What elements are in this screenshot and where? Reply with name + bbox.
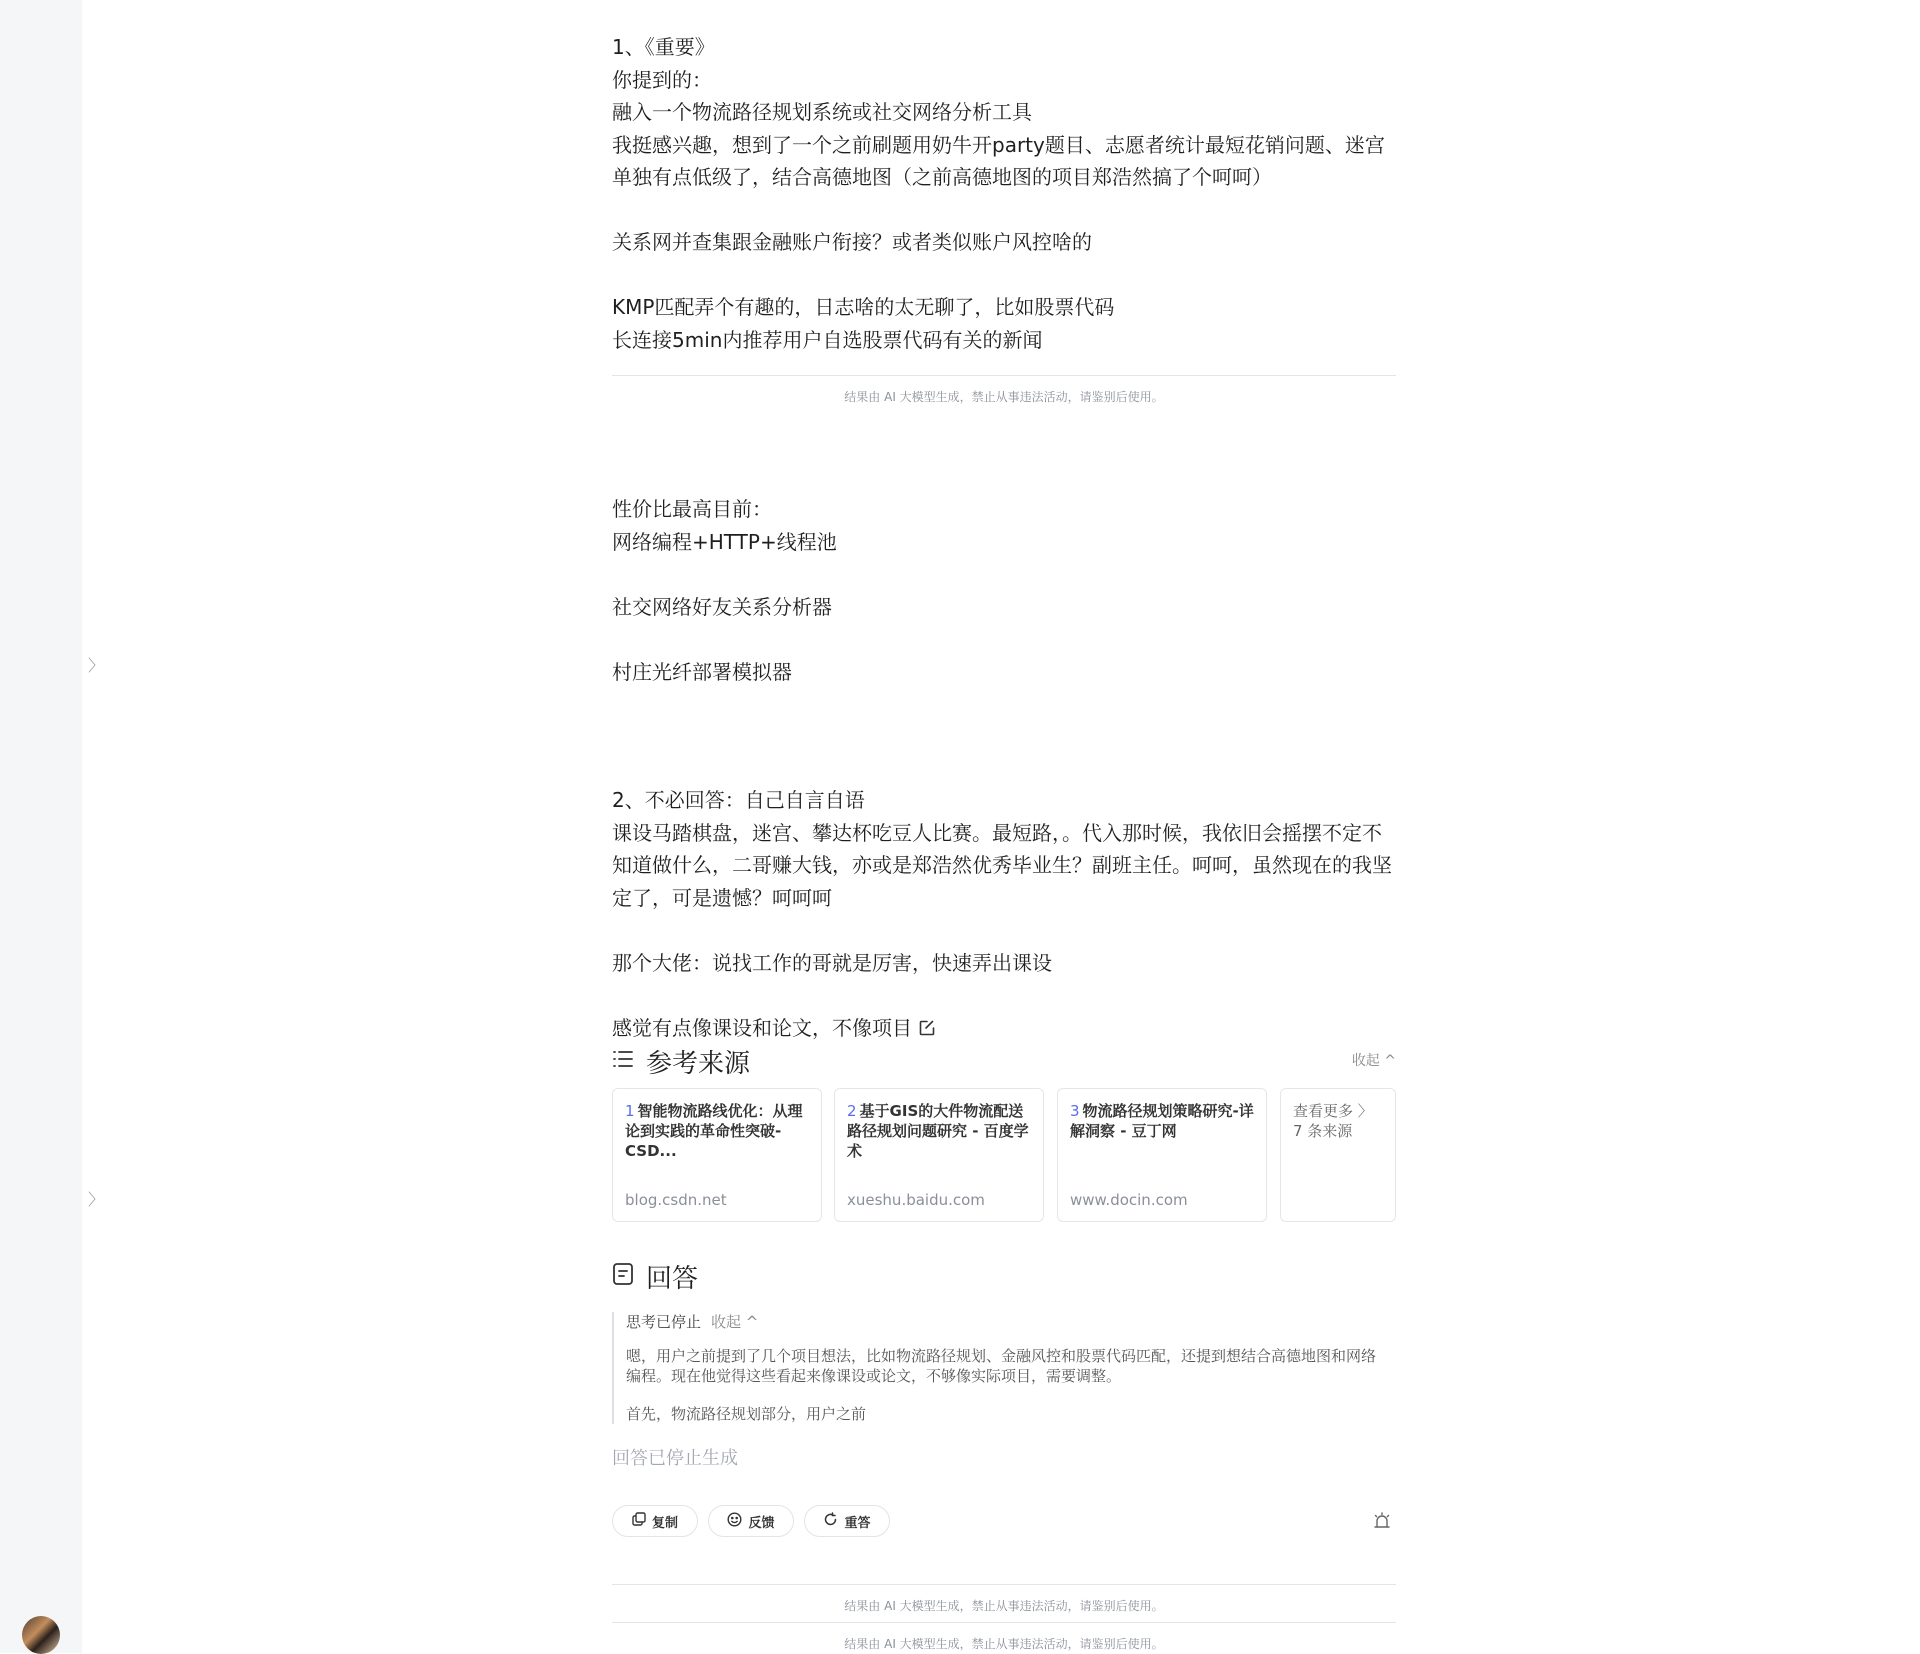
list-icon (612, 1048, 634, 1074)
feedback-button[interactable] (708, 1505, 794, 1537)
references-header (612, 1043, 750, 1079)
answer-header (612, 1258, 698, 1294)
source-card[interactable] (612, 1088, 822, 1222)
user-message-3 (612, 784, 1396, 1044)
expand-chevron-icon[interactable]: 〉 (88, 1190, 105, 1209)
more-sources-count: 7 条来源 (1293, 1122, 1353, 1140)
references-collapse-button[interactable]: 收起 ^ (1351, 1053, 1396, 1069)
expand-chevron-icon[interactable]: 〉 (88, 656, 105, 675)
source-cards (612, 1088, 1396, 1224)
ai-disclaimer: 结果由 AI 大模型生成，禁止从事违法活动，请鉴别后使用。 (844, 1637, 1164, 1651)
refresh-icon (823, 1512, 844, 1531)
source-card-domain: xueshu.baidu.com (847, 1191, 985, 1209)
alarm-icon[interactable] (1372, 1511, 1392, 1531)
source-card-number: 2 (847, 1102, 857, 1120)
source-card-domain: www.docin.com (1070, 1191, 1188, 1209)
source-card-domain: blog.csdn.net (625, 1191, 727, 1209)
thinking-content (626, 1346, 1386, 1424)
divider (612, 1622, 1396, 1623)
more-sources-button[interactable] (1280, 1088, 1396, 1222)
thinking-panel (612, 1312, 1396, 1424)
sidebar (0, 0, 82, 1653)
source-card-title-text: 物流路径规划策略研究-详解洞察 - 豆丁网 (1070, 1102, 1254, 1140)
source-card-title-text: 基于GIS的大件物流配送路径规划问题研究 - 百度学术 (847, 1102, 1029, 1160)
source-card-number: 3 (1070, 1102, 1080, 1120)
smile-icon (727, 1512, 748, 1531)
source-card-title (625, 1101, 809, 1160)
source-card-title (1070, 1101, 1254, 1143)
source-card-title-text: 智能物流路线优化：从理论到实践的革命性突破-CSD... (625, 1102, 803, 1160)
copy-label: 复制 (651, 1515, 678, 1531)
answer-title: 回答 (646, 1263, 699, 1294)
more-sources-label: 查看更多 〉 (1293, 1102, 1373, 1120)
avatar[interactable] (22, 1616, 60, 1654)
ai-disclaimer: 结果由 AI 大模型生成，禁止从事违法活动，请鉴别后使用。 (844, 390, 1164, 404)
answer-actions (612, 1505, 1396, 1539)
source-card[interactable] (1057, 1088, 1267, 1222)
source-card[interactable] (834, 1088, 1044, 1222)
references-title: 参考来源 (646, 1048, 751, 1079)
source-card-title (847, 1101, 1031, 1160)
user-message-3-text: 2、不必回答：自己自言自语 课设马踏棋盘，迷宫、攀达杯吃豆人比赛。最短路，。代入那时候，我依旧会摇摆不定不知道做什么，二哥赚大钱，亦或是郑浩然优秀毕业生？副班主任。呵呵，虽然现在的我坚定了，可是遗憾？呵呵呵 那个大佬：说找工作的哥就是厉害，快速弄出课设 感觉有点像课设和论文，不像项目 (612, 788, 1392, 1040)
user-message-2: 性价比最高目前： 网络编程+HTTP+线程池 社交网络好友关系分析器 村庄光纤部署模拟器 (612, 497, 837, 684)
copy-button[interactable] (612, 1505, 698, 1537)
thinking-paragraph: 首先，物流路径规划部分，用户之前 (626, 1405, 867, 1423)
source-card-number: 1 (625, 1102, 635, 1120)
ai-disclaimer: 结果由 AI 大模型生成，禁止从事违法活动，请鉴别后使用。 (844, 1599, 1164, 1613)
regenerate-button[interactable] (804, 1505, 890, 1537)
copy-icon (632, 1512, 652, 1530)
user-message-1: 1、《重要》 你提到的： 融入一个物流路径规划系统或社交网络分析工具 我挺感兴趣，想到了一个之前刷题用奶牛开party题目、志愿者统计最短花销问题、迷宫单独有点低级了，结合高德地图（之前高德地图的项目郑浩然搞了个呵呵） 关系网并查集跟金融账户衔接？或者类似账户风控啥的 KMP匹配弄个有趣的，日志啥的太无聊了，比如股票代码 长连接5min内推荐用户自选股票代码有关的新闻 (612, 35, 1385, 352)
answer-stopped-status: 回答已停止生成 (612, 1448, 738, 1469)
thinking-collapse-button[interactable]: 收起 ^ (711, 1313, 759, 1331)
feedback-label: 反馈 (748, 1515, 775, 1531)
regenerate-label: 重答 (844, 1515, 871, 1531)
thinking-status: 思考已停止 (626, 1313, 702, 1331)
divider (612, 1584, 1396, 1585)
edit-icon[interactable] (918, 1019, 936, 1037)
divider (612, 375, 1396, 376)
document-icon (612, 1262, 634, 1290)
thinking-header (626, 1312, 1396, 1332)
thinking-paragraph: 嗯，用户之前提到了几个项目想法，比如物流路径规划、金融风控和股票代码匹配，还提到想结合高德地图和网络编程。现在他觉得这些看起来像课设或论文，不够像实际项目，需要调整。 (626, 1347, 1377, 1385)
